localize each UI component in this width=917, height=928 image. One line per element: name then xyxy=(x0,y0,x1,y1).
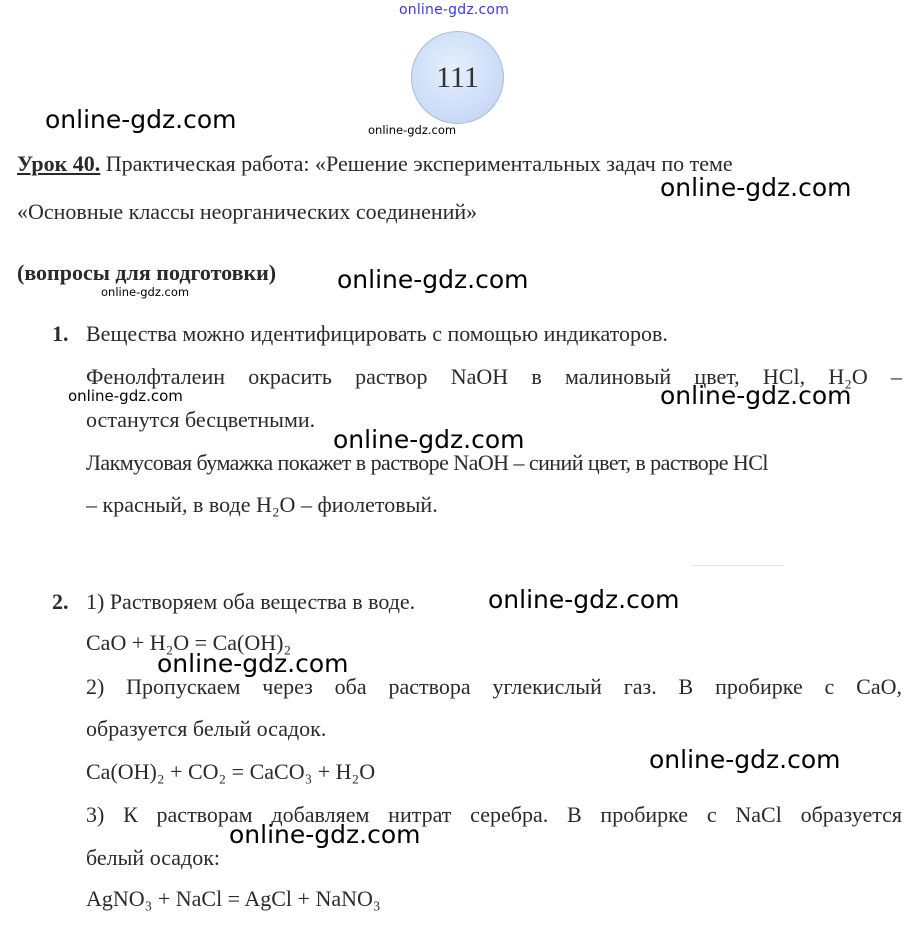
answer-line: белый осадок: xyxy=(86,845,221,870)
equation: Ca(OH)₂ + CO₂ = CaCO₃ + H₂O xyxy=(86,759,376,784)
question-number: 1. xyxy=(52,321,69,346)
watermark: online-gdz.com xyxy=(649,745,841,774)
answer-line: останутся бесцветными. xyxy=(86,407,316,432)
watermark: online-gdz.com xyxy=(660,381,852,410)
answer-line: Фенолфталеин окрасить раствор NaOH в малиновый цвет, HCl, H₂O – xyxy=(86,364,902,389)
watermark: online-gdz.com xyxy=(337,265,529,294)
subtitle: (вопросы для подготовки) xyxy=(17,260,277,285)
equation: CaO + H₂O = Ca(OH)₂ xyxy=(86,630,292,655)
page-number-badge: 111 xyxy=(411,31,504,124)
divider xyxy=(692,565,784,566)
equation: AgNO₃ + NaCl = AgCl + NaNO₃ xyxy=(86,886,381,911)
answer-line: 2) Пропускаем через оба раствора углекислый газ. В пробирке с CaO, xyxy=(86,674,902,699)
watermark: online-gdz.com xyxy=(45,105,237,134)
title-line1: Практическая работа: «Решение экспериментальных задач по теме xyxy=(100,151,733,176)
watermark-small: online-gdz.com xyxy=(368,123,457,137)
answer-line: образуется белый осадок. xyxy=(86,716,327,741)
answer-line: – красный, в воде H₂O – фиолетовый. xyxy=(86,492,438,517)
answer-line: Вещества можно идентифицировать с помощью индикаторов. xyxy=(86,321,668,346)
answer-line: Лакмусовая бумажка покажет в растворе NaOH – синий цвет, в растворе HCl xyxy=(86,450,768,475)
watermark: online-gdz.com xyxy=(333,425,525,454)
title-line2: «Основные классы неорганических соединений» xyxy=(17,199,478,224)
watermark: online-gdz.com xyxy=(660,173,852,202)
watermark-top: online-gdz.com xyxy=(399,2,510,18)
watermark-small: online-gdz.com xyxy=(101,285,190,299)
question-number: 2. xyxy=(52,589,69,614)
lesson-label: Урок 40. xyxy=(17,151,101,176)
page-title xyxy=(17,151,733,177)
watermark: online-gdz.com xyxy=(488,585,680,614)
answer-line: 1) Растворяем оба вещества в воде. xyxy=(86,589,416,614)
watermark: online-gdz.com xyxy=(157,649,349,678)
answer-line: 3) К растворам добавляем нитрат серебра. В пробирке с NaCl образуется xyxy=(86,802,902,827)
watermark-small: online-gdz.com xyxy=(68,387,183,405)
watermark: online-gdz.com xyxy=(229,820,421,849)
